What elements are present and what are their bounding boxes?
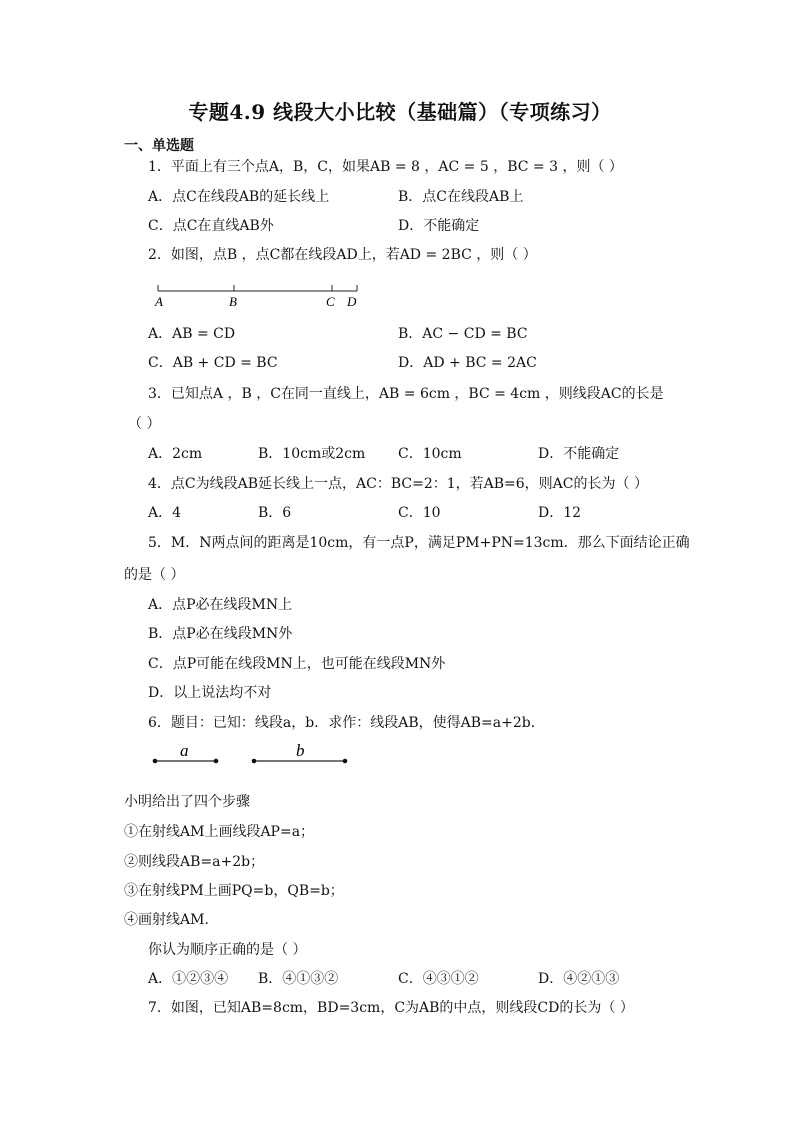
- question-5-stem: 5．M．N两点间的距离是10cm，有一点P，满足PM+PN=13cm．那么下面结论正确: [148, 535, 690, 551]
- question-3-option-b: B．10cm或2cm: [258, 446, 366, 462]
- question-3-option-d: D．不能确定: [538, 446, 620, 462]
- question-4-option-c: C．10: [398, 505, 441, 521]
- question-6-intro: 小明给出了四个步骤: [124, 794, 250, 810]
- question-6-option-d: D．④②①③: [538, 971, 620, 987]
- question-5-option-b: B．点P必在线段MN外: [148, 626, 293, 642]
- question-5-option-c: C．点P可能在线段MN上，也可能在线段MN外: [148, 656, 446, 672]
- question-2-stem: 2．如图，点B ，点C都在线段AD上，若AD = 2BC ，则（ ）: [148, 247, 537, 263]
- question-3-stem-continued: （ ）: [128, 416, 161, 432]
- question-1-option-a: A．点C在线段AB的延长线上: [148, 189, 330, 205]
- question-6-ask: 你认为顺序正确的是（ ）: [148, 942, 307, 958]
- question-5-stem-continued: 的是（ ）: [124, 567, 185, 583]
- question-6-option-b: B．④①③②: [258, 971, 339, 987]
- question-1-stem: 1．平面上有三个点A，B，C，如果AB = 8 ，AC = 5 ，BC = 3 ，则（ ）: [148, 159, 623, 175]
- page-title: 专题4.9 线段大小比较（基础篇）（专项练习）: [188, 100, 612, 124]
- question-4-option-d: D．12: [538, 505, 582, 521]
- point-label-c: C: [326, 294, 335, 309]
- question-6-stem: 6．题目：已知：线段a，b．求作：线段AB，使得AB=a+2b．: [148, 715, 545, 731]
- segment-b-label: b: [296, 741, 305, 760]
- question-1-option-d: D．不能确定: [398, 218, 480, 234]
- question-5-option-a: A．点P必在线段MN上: [148, 597, 293, 613]
- question-6-segments-diagram: [148, 738, 358, 770]
- point-label-d: D: [347, 294, 357, 309]
- question-4-option-a: A．4: [148, 505, 182, 521]
- question-2-option-d: D．AD + BC = 2AC: [398, 355, 537, 371]
- question-6-step-1: ①在射线AM上画线段AP=a；: [124, 824, 315, 840]
- section-heading: 一、单选题: [124, 138, 194, 154]
- question-3-option-c: C．10cm: [398, 446, 462, 462]
- question-2-option-b: B．AC − CD = BC: [398, 326, 528, 342]
- question-2-option-c: C．AB + CD = BC: [148, 355, 278, 371]
- question-3-stem: 3．已知点A ，B ，C在同一直线上，AB = 6cm ，BC = 4cm ，则线段AC的长是: [148, 386, 664, 402]
- question-1-option-c: C．点C在直线AB外: [148, 218, 274, 234]
- question-4-option-b: B．6: [258, 505, 292, 521]
- question-6-step-3: ③在射线PM上画PQ=b，QB=b；: [124, 883, 344, 899]
- question-2-segment-diagram: [150, 280, 370, 310]
- question-4-stem: 4．点C为线段AB延长线上一点，AC：BC=2：1，若AB=6，则AC的长为（ ）: [148, 476, 648, 492]
- segment-a-label: a: [180, 741, 189, 760]
- question-7-stem: 7．如图，已知AB=8cm，BD=3cm，C为AB的中点，则线段CD的长为（ ）: [148, 1000, 634, 1016]
- point-label-b: B: [229, 294, 237, 309]
- question-2-option-a: A．AB = CD: [148, 326, 236, 342]
- question-6-step-2: ②则线段AB=a+2b；: [124, 854, 265, 870]
- question-6-option-a: A．①②③④: [148, 971, 229, 987]
- question-1-option-b: B．点C在线段AB上: [398, 189, 524, 205]
- question-6-option-c: C．④③①②: [398, 971, 479, 987]
- question-5-option-d: D．以上说法均不对: [148, 685, 272, 701]
- question-3-option-a: A．2cm: [148, 446, 203, 462]
- question-6-step-4: ④画射线AM.: [124, 912, 209, 928]
- point-label-a: A: [155, 294, 163, 309]
